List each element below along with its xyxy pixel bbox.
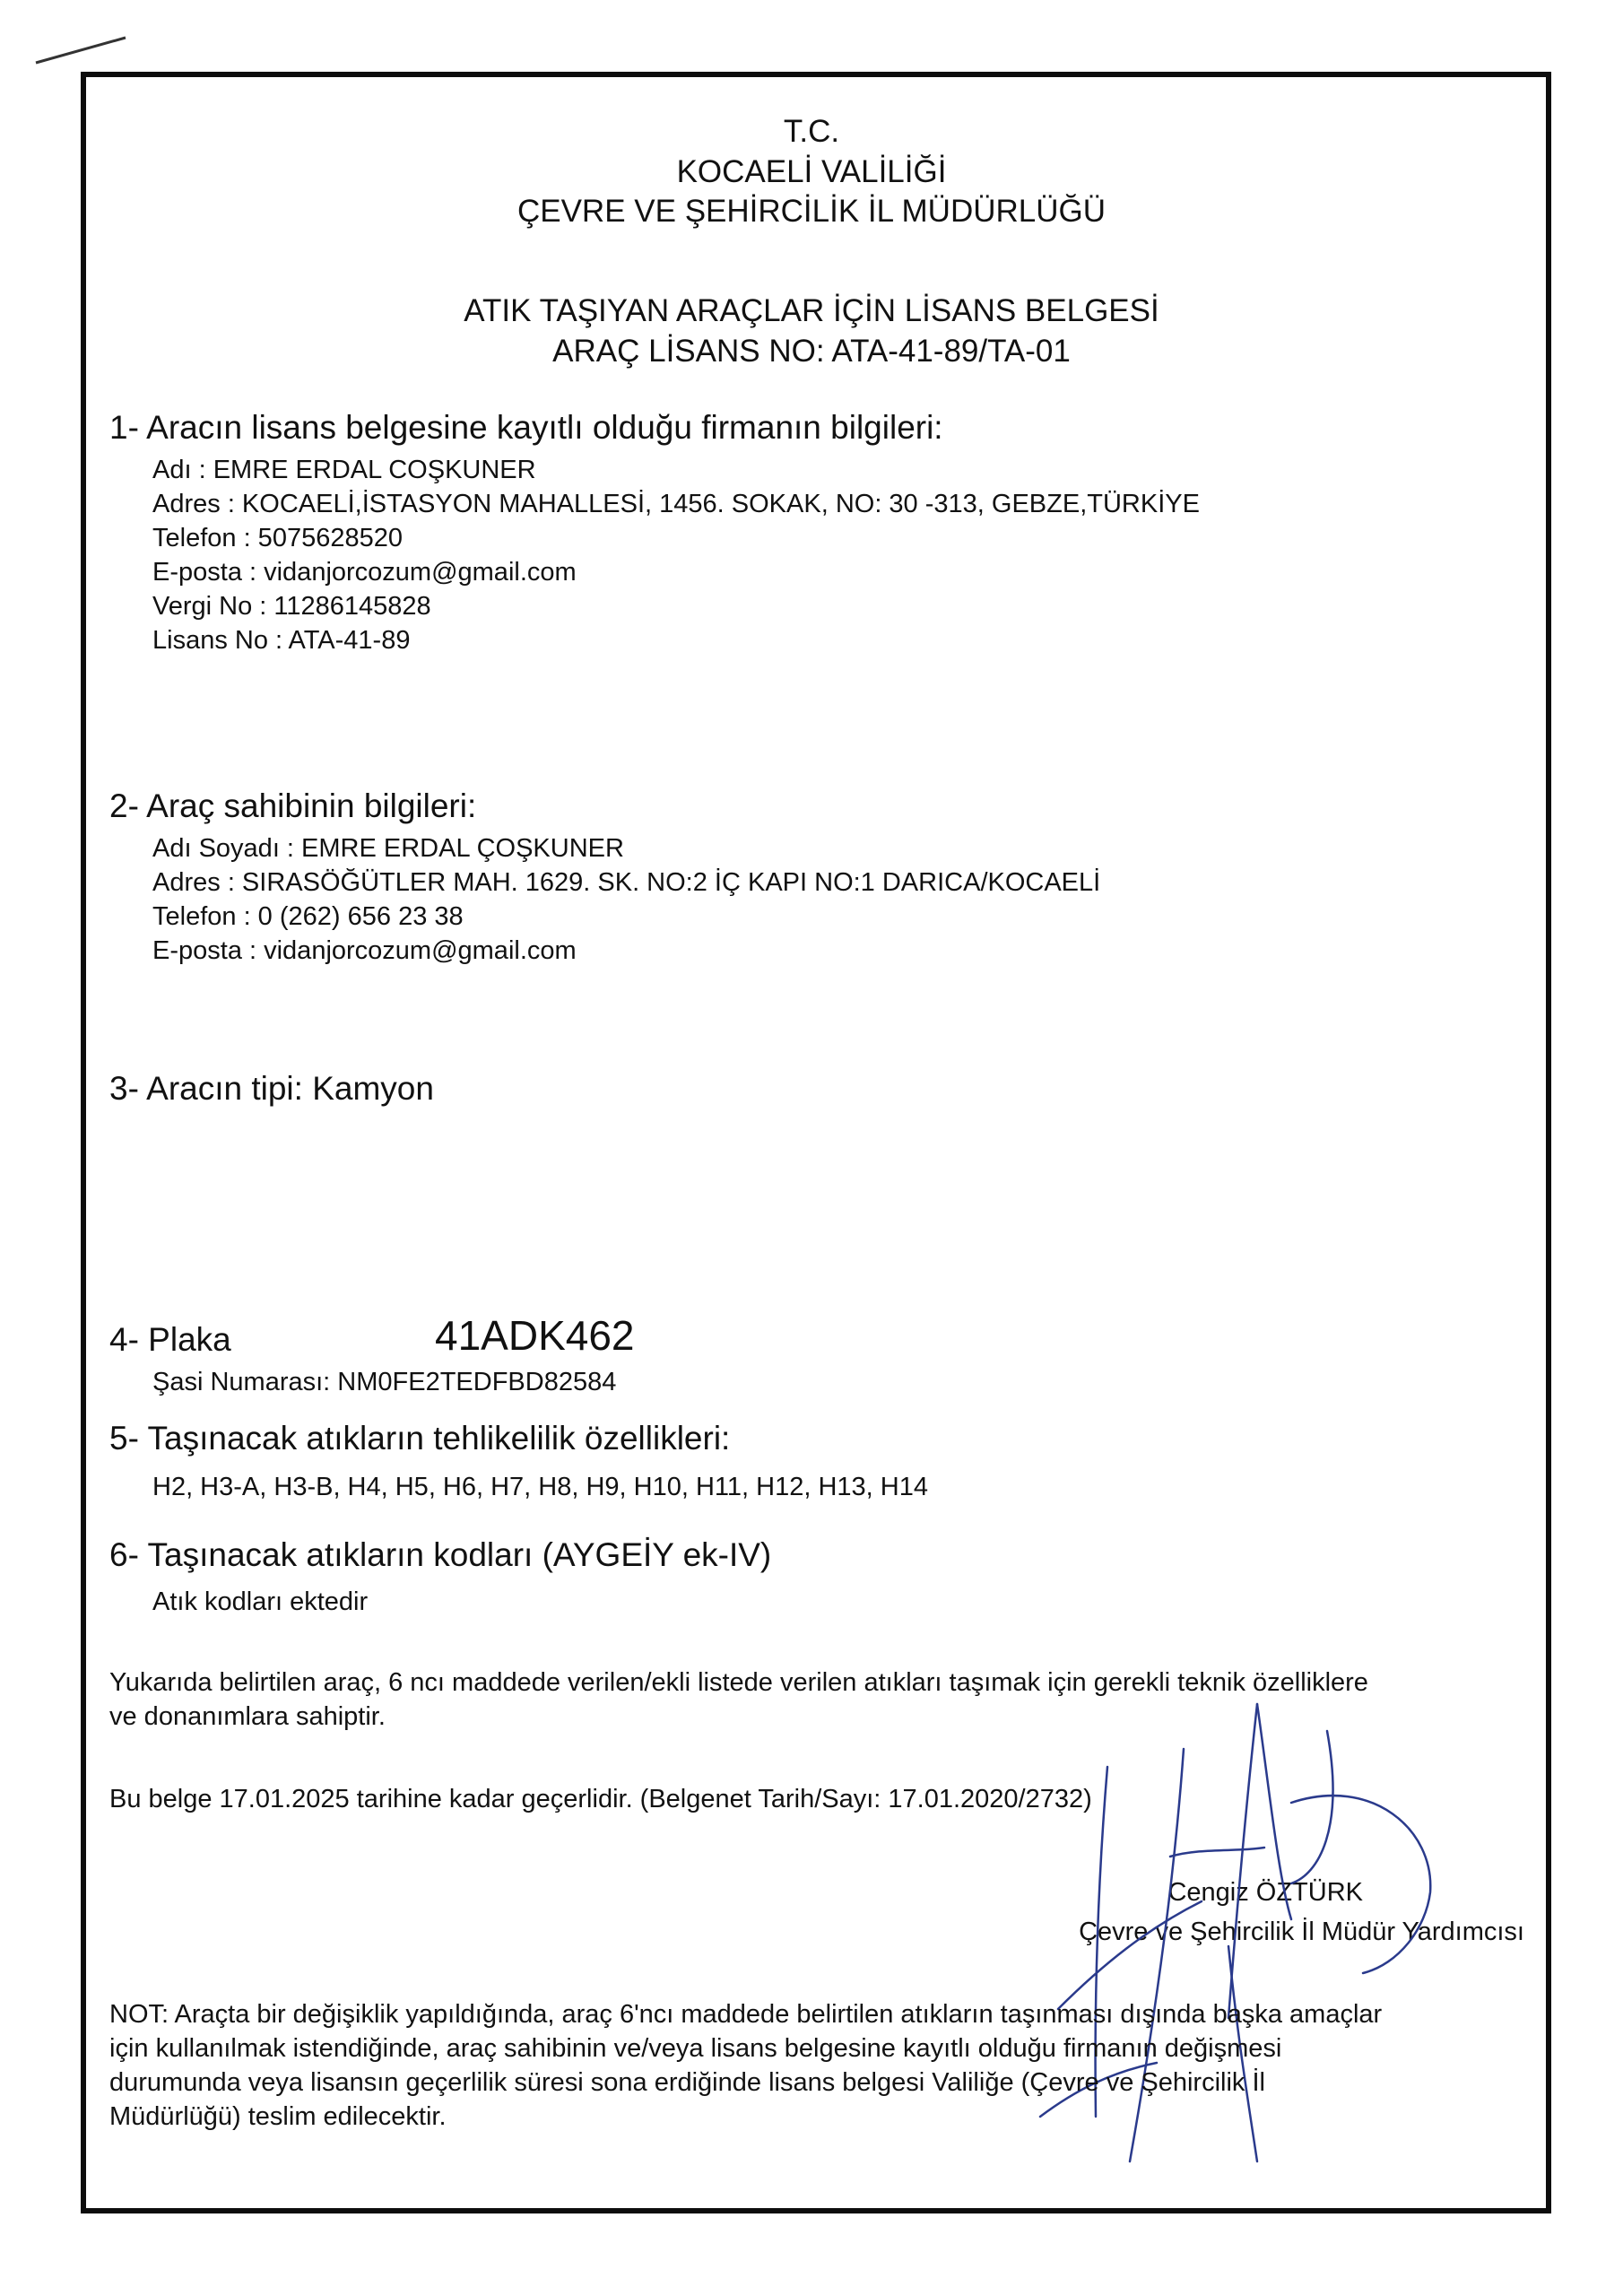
owner-name: Adı Soyadı : EMRE ERDAL ÇOŞKUNER (152, 834, 624, 863)
header-tc: T.C. (783, 114, 840, 149)
handwritten-signature (1022, 1695, 1471, 2197)
license-number: ARAÇ LİSANS NO: ATA-41-89/TA-01 (552, 334, 1071, 369)
statement-line-1: Yukarıda belirtilen araç, 6 ncı maddede verilen/ekli listede verilen atıkları taşımak için gerekli teknik özelliklere (109, 1668, 1368, 1697)
chassis-number: Şasi Numarası: NM0FE2TEDFBD82584 (152, 1368, 617, 1396)
plate-number: 41ADK462 (435, 1312, 635, 1359)
section6-heading: 6- Taşınacak atıkların kodları (AYGEİY ek-IV) (109, 1536, 772, 1573)
section1-heading: 1- Aracın lisans belgesine kayıtlı olduğu firmanın bilgileri: (109, 409, 943, 446)
note-line-2: için kullanılmak istendiğinde, araç sahibinin ve/veya lisans belgesine kayıtlı olduğu firmanın değişmesi (109, 2034, 1282, 2063)
signer-name: Cengiz ÖZTÜRK (1167, 1878, 1363, 1907)
signer-title: Çevre ve Şehircilik İl Müdür Yardımcısı (1079, 1918, 1524, 1946)
section2-heading: 2- Araç sahibinin bilgileri: (109, 787, 477, 824)
section4-plate-label: 4- Plaka (109, 1321, 231, 1358)
owner-email: E-posta : vidanjorcozum@gmail.com (152, 936, 577, 965)
note-line-3: durumunda veya lisansın geçerlilik süresi sona erdiğinde lisans belgesi Valiliğe (Çevre ve Şehircilik İl (109, 2068, 1265, 2097)
firm-license-no: Lisans No : ATA-41-89 (152, 626, 411, 655)
header-mudurluk: ÇEVRE VE ŞEHİRCİLİK İL MÜDÜRLÜĞÜ (516, 194, 1107, 229)
firm-email: E-posta : vidanjorcozum@gmail.com (152, 558, 577, 587)
scan-artifact-line (0, 0, 143, 72)
hazard-properties: H2, H3-A, H3-B, H4, H5, H6, H7, H8, H9, H10, H11, H12, H13, H14 (152, 1473, 928, 1501)
waste-codes: Atık kodları ektedir (152, 1587, 369, 1616)
statement-line-2: ve donanımlara sahiptir. (109, 1702, 386, 1731)
note-line-1: NOT: Araçta bir değişiklik yapıldığında, araç 6'ncı maddede belirtilen atıkların taşınması dışında başka amaçlar (109, 2000, 1383, 2029)
note-line-4: Müdürlüğü) teslim edilecektir. (109, 2102, 447, 2131)
owner-address: Adres : SIRASÖĞÜTLER MAH. 1629. SK. NO:2 İÇ KAPI NO:1 DARICA/KOCAELİ (152, 868, 1101, 897)
firm-name: Adı : EMRE ERDAL COŞKUNER (152, 456, 536, 484)
owner-phone: Telefon : 0 (262) 656 23 38 (152, 902, 464, 931)
firm-address: Adres : KOCAELİ,İSTASYON MAHALLESİ, 1456. SOKAK, NO: 30 -313, GEBZE,TÜRKİYE (152, 490, 1200, 518)
section3-vehicle-type: 3- Aracın tipi: Kamyon (109, 1070, 434, 1107)
header-valilik: KOCAELİ VALİLİĞİ (676, 154, 947, 189)
firm-tax-no: Vergi No : 11286145828 (152, 592, 431, 621)
section5-heading: 5- Taşınacak atıkların tehlikelilik özellikleri: (109, 1420, 731, 1457)
document-title: ATIK TAŞIYAN ARAÇLAR İÇİN LİSANS BELGESİ (464, 293, 1159, 328)
validity-text: Bu belge 17.01.2025 tarihine kadar geçerlidir. (Belgenet Tarih/Sayı: 17.01.2020/2732) (109, 1785, 1092, 1813)
firm-phone: Telefon : 5075628520 (152, 524, 403, 552)
